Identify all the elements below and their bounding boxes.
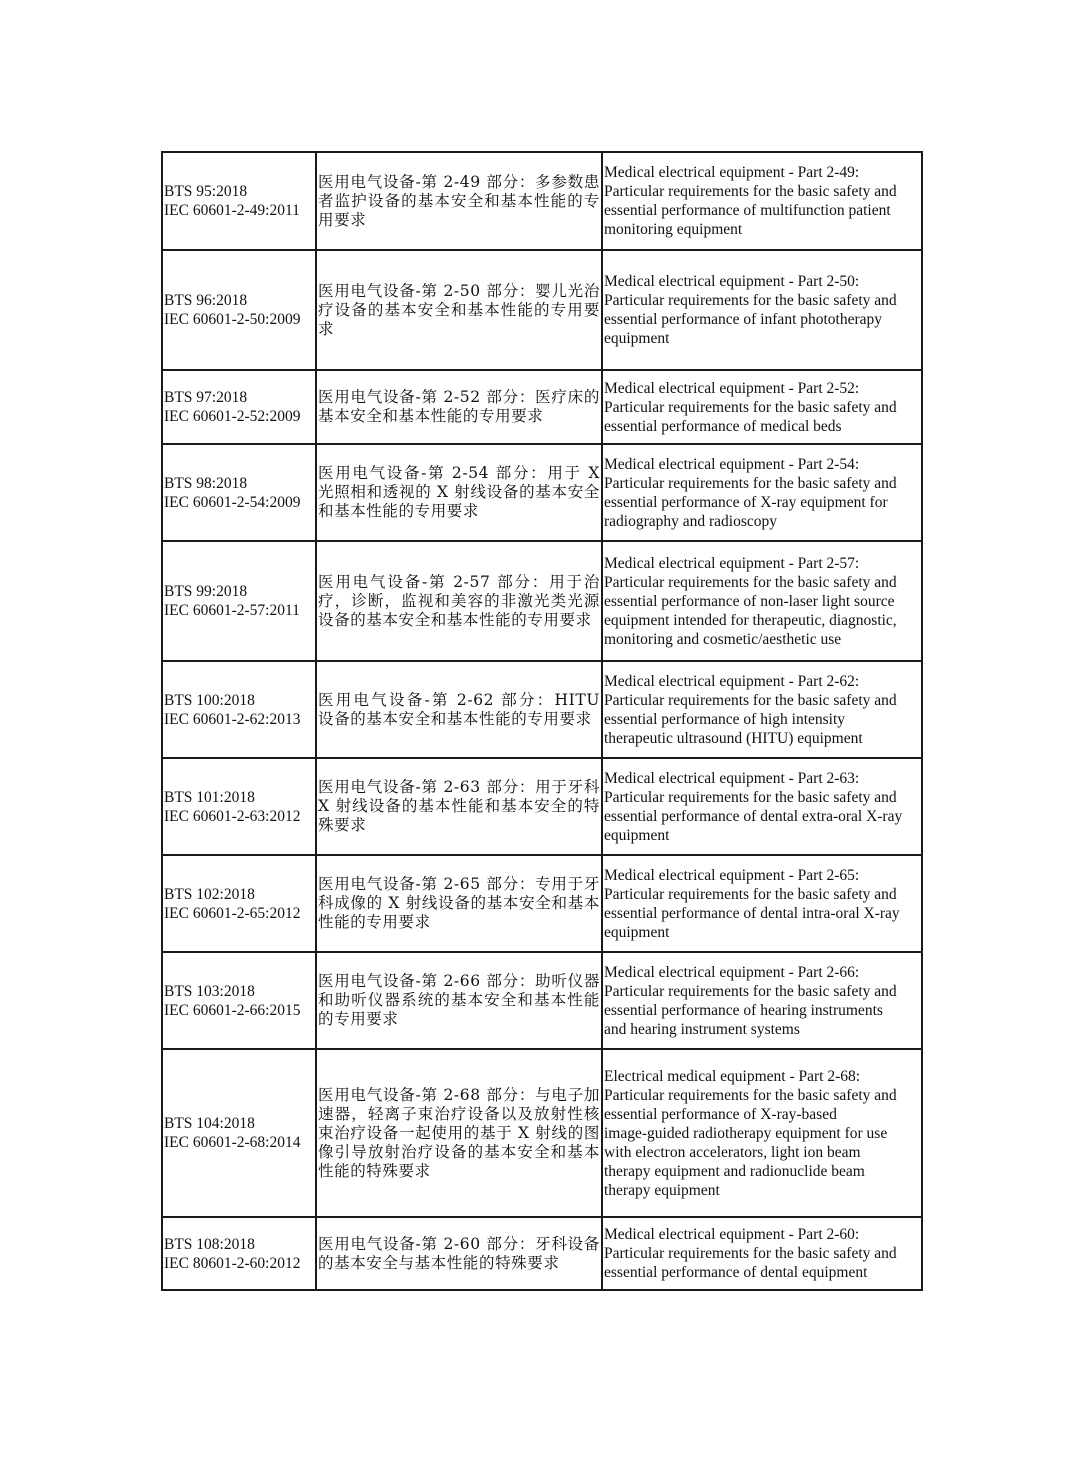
english-title-line: Particular requirements for the basic safety and xyxy=(604,788,897,806)
chinese-title-cell: 医用电气设备-第 2-66 部分：助听仪器和助听仪器系统的基本安全和基本性能的专用要求 xyxy=(316,952,602,1049)
english-title-line: therapy equipment and radionuclide beam xyxy=(604,1162,865,1180)
english-title-line: Medical electrical equipment - Part 2-50: xyxy=(604,273,860,290)
table-row xyxy=(162,370,922,444)
standards-table-body xyxy=(162,152,922,1290)
english-title-line: image-guided radiotherapy equipment for use xyxy=(604,1124,888,1142)
english-title-line: essential performance of dental equipment xyxy=(604,1264,868,1281)
english-title-cell xyxy=(602,152,922,250)
table-row xyxy=(162,444,922,541)
table-row xyxy=(162,855,922,952)
chinese-title-cell: 医用电气设备-第 2-60 部分：牙科设备的基本安全与基本性能的特殊要求 xyxy=(316,1217,602,1290)
english-title-line: Medical electrical equipment - Part 2-62: xyxy=(604,672,860,690)
bts-code: BTS 101:2018 xyxy=(164,788,255,806)
english-title-line: Particular requirements for the basic safety and xyxy=(604,885,897,903)
english-title-cell xyxy=(602,758,922,855)
bts-code: BTS 95:2018 xyxy=(164,183,248,200)
bts-code: BTS 108:2018 xyxy=(164,1235,255,1253)
english-title-cell xyxy=(602,444,922,541)
bts-code: BTS 102:2018 xyxy=(164,885,255,903)
english-title-line: with electron accelerators, light ion beam xyxy=(604,1143,861,1161)
standard-code-cell xyxy=(162,152,316,250)
table-row xyxy=(162,250,922,370)
english-title-line: Particular requirements for the basic safety and xyxy=(604,982,897,1000)
iec-code: IEC 60601-2-65:2012 xyxy=(164,904,301,922)
english-title-line: Particular requirements for the basic safety and xyxy=(604,292,897,309)
table-row xyxy=(162,541,922,661)
english-title-line: equipment intended for therapeutic, diagnostic, xyxy=(604,611,897,629)
english-title-line: Particular requirements for the basic safety and xyxy=(604,1245,897,1262)
standard-code-cell xyxy=(162,758,316,855)
english-title-line: essential performance of dental extra-oral X-ray xyxy=(604,807,903,825)
english-title-line: Medical electrical equipment - Part 2-52: xyxy=(604,379,860,397)
bts-code: BTS 97:2018 xyxy=(164,389,248,406)
english-title-line: Particular requirements for the basic safety and xyxy=(604,573,897,591)
iec-code: IEC 60601-2-49:2011 xyxy=(164,202,300,219)
iec-code: IEC 60601-2-57:2011 xyxy=(164,602,300,619)
bts-code: BTS 104:2018 xyxy=(164,1115,255,1132)
english-title-line: and hearing instrument systems xyxy=(604,1020,800,1038)
chinese-title-cell: 医用电气设备-第 2-54 部分：用于 X 光照相和透视的 X 射线设备的基本安全和基本性能的专用要求 xyxy=(316,444,602,541)
standard-code-cell xyxy=(162,1217,316,1290)
chinese-title-cell: 医用电气设备-第 2-68 部分：与电子加速器，轻离子束治疗设备以及放射性核束治疗设备一起使用的基于 X 射线的图像引导放射治疗设备的基本安全和基本性能的特殊要求 xyxy=(316,1049,602,1217)
bts-code: BTS 103:2018 xyxy=(164,982,255,1000)
chinese-title-cell: 医用电气设备-第 2-49 部分：多参数患者监护设备的基本安全和基本性能的专用要求 xyxy=(316,152,602,250)
standard-code-cell xyxy=(162,250,316,370)
iec-code: IEC 60601-2-66:2015 xyxy=(164,1001,301,1019)
english-title-line: Medical electrical equipment - Part 2-60: xyxy=(604,1226,860,1243)
bts-code: BTS 96:2018 xyxy=(164,292,248,309)
iec-code: IEC 60601-2-62:2013 xyxy=(164,710,301,728)
iec-code: IEC 60601-2-54:2009 xyxy=(164,493,301,511)
standard-code-cell xyxy=(162,370,316,444)
table-row xyxy=(162,1217,922,1290)
english-title-line: Particular requirements for the basic safety and xyxy=(604,183,897,200)
english-title-cell xyxy=(602,952,922,1049)
bts-code: BTS 99:2018 xyxy=(164,583,248,600)
english-title-line: essential performance of multifunction patient xyxy=(604,202,891,219)
iec-code: IEC 60601-2-63:2012 xyxy=(164,807,301,825)
english-title-cell xyxy=(602,541,922,661)
chinese-title-cell: 医用电气设备-第 2-63 部分：用于牙科 X 射线设备的基本性能和基本安全的特殊要求 xyxy=(316,758,602,855)
english-title-line: Medical electrical equipment - Part 2-63: xyxy=(604,769,860,787)
english-title-line: essential performance of high intensity xyxy=(604,710,846,728)
english-title-line: Particular requirements for the basic safety and xyxy=(604,474,897,492)
iec-code: IEC 60601-2-68:2014 xyxy=(164,1134,301,1151)
table-row xyxy=(162,952,922,1049)
chinese-title-cell: 医用电气设备-第 2-62 部分：HITU 设备的基本安全和基本性能的专用要求 xyxy=(316,661,602,758)
english-title-cell xyxy=(602,250,922,370)
table-row xyxy=(162,758,922,855)
english-title-line: Medical electrical equipment - Part 2-65: xyxy=(604,866,860,884)
standard-code-cell xyxy=(162,444,316,541)
english-title-line: monitoring equipment xyxy=(604,221,743,238)
standard-code-cell xyxy=(162,1049,316,1217)
english-title-line: Particular requirements for the basic safety and xyxy=(604,1086,897,1104)
english-title-line: Particular requirements for the basic safety and xyxy=(604,398,897,416)
english-title-line: essential performance of X-ray equipment for xyxy=(604,493,888,511)
english-title-line: essential performance of X-ray-based xyxy=(604,1105,837,1123)
bts-code: BTS 100:2018 xyxy=(164,691,255,709)
standard-code-cell xyxy=(162,855,316,952)
standard-code-cell xyxy=(162,952,316,1049)
english-title-line: equipment xyxy=(604,923,670,941)
english-title-cell xyxy=(602,370,922,444)
english-title-line: equipment xyxy=(604,330,670,347)
english-title-line: Particular requirements for the basic safety and xyxy=(604,691,897,709)
chinese-title-cell: 医用电气设备-第 2-52 部分：医疗床的基本安全和基本性能的专用要求 xyxy=(316,370,602,444)
english-title-cell xyxy=(602,661,922,758)
chinese-title-cell: 医用电气设备-第 2-65 部分：专用于牙科成像的 X 射线设备的基本安全和基本性能的专用要求 xyxy=(316,855,602,952)
iec-code: IEC 80601-2-60:2012 xyxy=(164,1254,301,1272)
standard-code-cell xyxy=(162,661,316,758)
english-title-line: radiography and radioscopy xyxy=(604,512,778,530)
english-title-line: therapy equipment xyxy=(604,1181,720,1199)
english-title-line: Medical electrical equipment - Part 2-66: xyxy=(604,963,860,981)
english-title-line: equipment xyxy=(604,826,670,844)
english-title-cell xyxy=(602,1217,922,1290)
english-title-line: Electrical medical equipment - Part 2-68: xyxy=(604,1067,861,1085)
chinese-title-cell: 医用电气设备-第 2-57 部分：用于治疗，诊断，监视和美容的非激光类光源设备的基本安全和基本性能的专用要求 xyxy=(316,541,602,661)
standards-table xyxy=(161,151,923,1291)
chinese-title-cell: 医用电气设备-第 2-50 部分：婴儿光治疗设备的基本安全和基本性能的专用要求 xyxy=(316,250,602,370)
english-title-line: essential performance of infant phototherapy xyxy=(604,311,883,328)
standard-code-cell xyxy=(162,541,316,661)
english-title-line: essential performance of non-laser light source xyxy=(604,592,895,610)
iec-code: IEC 60601-2-50:2009 xyxy=(164,311,301,328)
english-title-line: monitoring and cosmetic/aesthetic use xyxy=(604,630,842,648)
english-title-line: essential performance of dental intra-oral X-ray xyxy=(604,904,900,922)
english-title-line: essential performance of hearing instruments xyxy=(604,1001,883,1019)
english-title-line: Medical electrical equipment - Part 2-49: xyxy=(604,164,860,181)
english-title-line: Medical electrical equipment - Part 2-57: xyxy=(604,554,860,572)
english-title-cell xyxy=(602,1049,922,1217)
table-row xyxy=(162,1049,922,1217)
english-title-cell xyxy=(602,855,922,952)
bts-code: BTS 98:2018 xyxy=(164,474,248,492)
iec-code: IEC 60601-2-52:2009 xyxy=(164,408,301,425)
table-row xyxy=(162,152,922,250)
english-title-line: therapeutic ultrasound (HITU) equipment xyxy=(604,729,863,747)
english-title-line: essential performance of medical beds xyxy=(604,417,842,435)
table-row xyxy=(162,661,922,758)
english-title-line: Medical electrical equipment - Part 2-54: xyxy=(604,455,860,473)
